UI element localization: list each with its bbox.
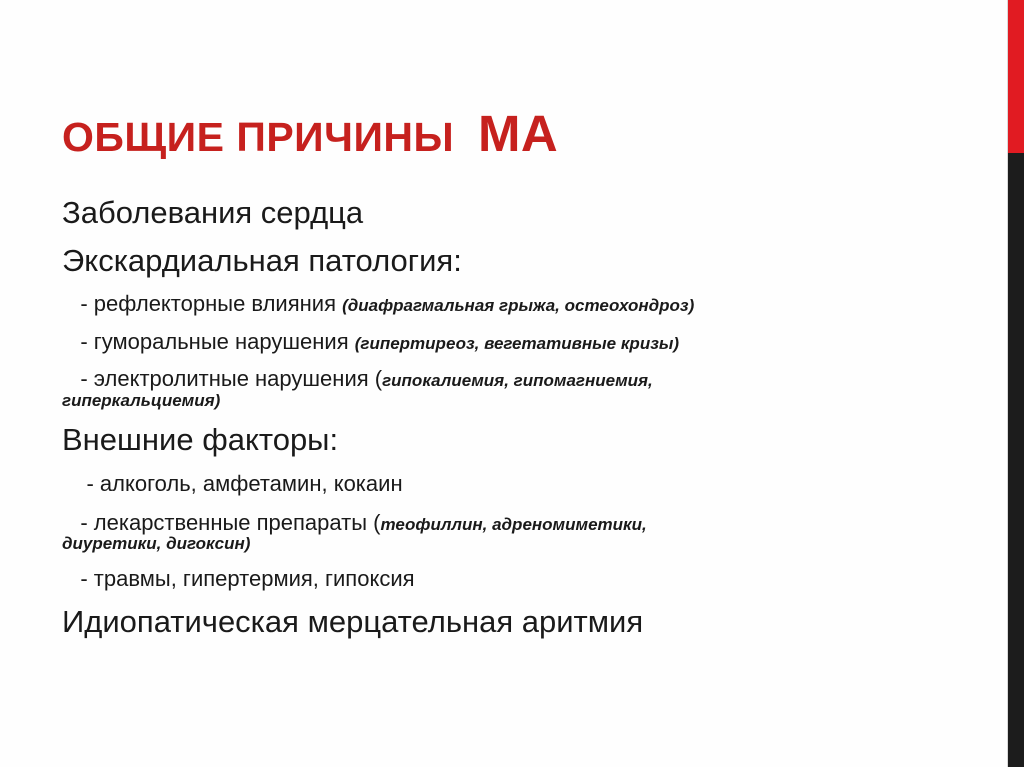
- slide-title: [62, 105, 559, 162]
- item-electrolyte-label: - электролитные нарушения (: [62, 366, 383, 391]
- item-reflex-detail: (диафрагмальная грыжа, остеохондроз): [342, 296, 695, 315]
- item-drugs-detail: теофиллин, адреномиметики,: [380, 515, 647, 534]
- item-drugs: [62, 512, 647, 534]
- item-reflex: [62, 293, 694, 315]
- item-electrolyte-continuation: гиперкальциемия): [62, 391, 221, 410]
- item-humoral-label: - гуморальные нарушения: [62, 329, 355, 354]
- item-substances: - алкоголь, амфетамин, кокаин: [62, 471, 403, 496]
- accent-bar-red: [1008, 0, 1024, 153]
- item-idiopathic: Идиопатическая мерцательная аритмия: [62, 604, 644, 639]
- item-drugs-label: - лекарственные препараты (: [62, 510, 381, 535]
- slide-title-abbr: МА: [477, 105, 559, 162]
- item-reflex-label: - рефлекторные влияния: [62, 291, 343, 316]
- item-electrolyte-detail: гипокалиемия, гипомагниемия,: [382, 371, 653, 390]
- item-drugs-continuation: диуретики, дигоксин): [62, 534, 251, 553]
- item-humoral: [62, 331, 679, 353]
- item-electrolyte: [62, 368, 653, 390]
- item-humoral-detail: (гипертиреоз, вегетативные кризы): [354, 334, 680, 353]
- item-heart-disease: Заболевания сердца: [62, 195, 364, 230]
- item-extracardiac: Экскардиальная патология:: [62, 243, 462, 278]
- accent-bar-dark: [1008, 153, 1024, 767]
- item-trauma: - травмы, гипертермия, гипоксия: [62, 566, 415, 591]
- item-external: Внешние факторы:: [62, 422, 339, 457]
- slide-title-text: ОБЩИЕ ПРИЧИНЫ: [62, 114, 478, 160]
